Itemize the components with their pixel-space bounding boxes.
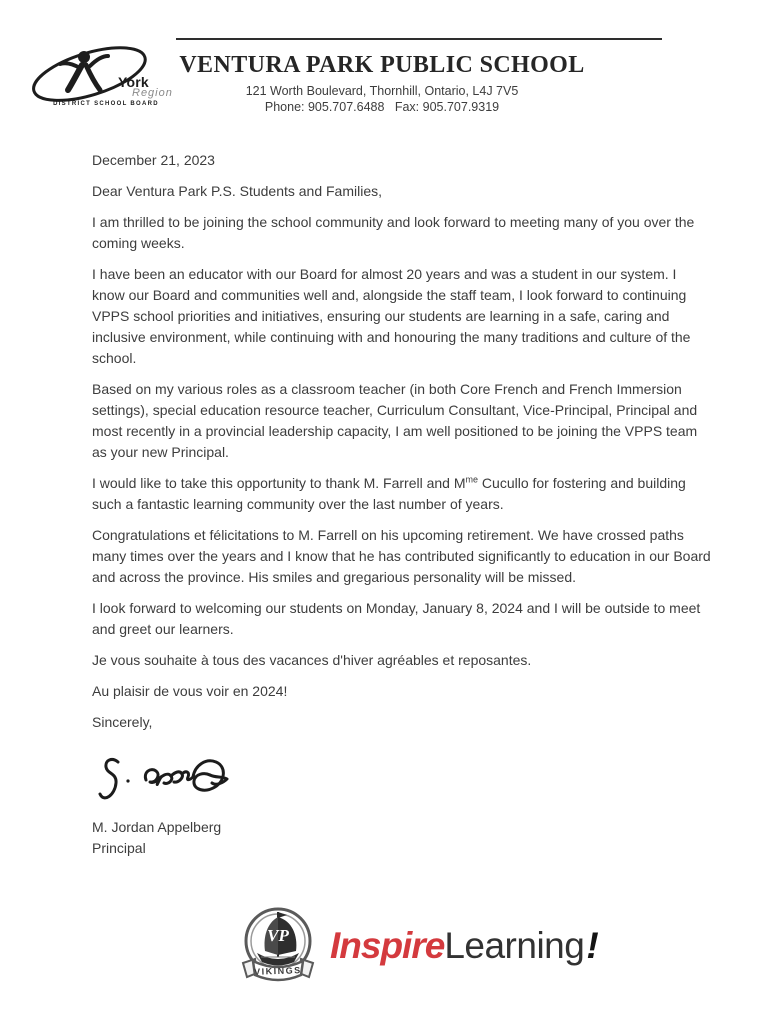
slogan-inspire: Inspire — [330, 925, 445, 966]
paragraph-french-wishes: Je vous souhaite à tous des vacances d'hiver agréables et reposantes. — [92, 652, 532, 668]
paragraph-intro: I am thrilled to be joining the school community and look forward to meeting many of you over the coming weeks. — [92, 214, 695, 251]
paragraph-welcome: I look forward to welcoming our students on Monday, January 8, 2024 and I will be outside to meet and greet our learners. — [92, 600, 701, 637]
paragraph-thanks-superscript: me — [465, 474, 479, 485]
paragraph-thanks-post: Cucullo for fostering and building such a fantastic learning community over the last number of years. — [92, 475, 686, 512]
signer-title: Principal — [92, 840, 146, 856]
school-address: 121 Worth Boulevard, Thornhill, Ontario, L4J 7V5 — [245, 84, 519, 98]
closing: Sincerely, — [92, 714, 153, 730]
signature-block — [92, 817, 221, 859]
inspire-learning-logo — [330, 923, 598, 969]
letter-body — [92, 150, 712, 743]
crest-banner-text: VIKINGS — [253, 965, 302, 977]
school-header — [162, 52, 602, 115]
board-logo-name-italic: Region — [132, 87, 173, 99]
paragraph-experience: I have been an educator with our Board for almost 20 years and was a student in our system. I know our Board and communities well and, alongside the staff team, I look forward to continuing VPPS school priorities and initiatives, ensuring our students are learning in a safe, caring and inclusive environment, while continuing with and honouring the many traditions and culture of the school. — [92, 266, 691, 366]
slogan-learning: Learning — [444, 925, 585, 966]
paragraph-thanks — [92, 473, 712, 515]
date-line: December 21, 2023 — [92, 152, 215, 168]
paragraph-thanks-pre: I would like to take this opportunity to thank M. Farrell and M — [92, 475, 466, 491]
school-name-title: VENTURA PARK PUBLIC SCHOOL — [179, 52, 585, 78]
slogan-exclamation: ! — [586, 925, 599, 966]
paragraph-congratulations: Congratulations et félicitations to M. Farrell on his upcoming retirement. We have crossed paths many times over the years and I know that he has contributed significantly to education in our Board and across the province. His smiles and gregarious personality will be missed. — [92, 527, 711, 585]
salutation: Dear Ventura Park P.S. Students and Families, — [92, 183, 383, 199]
board-logo-subtitle: DISTRICT SCHOOL BOARD — [53, 101, 159, 107]
school-phone-fax: Phone: 905.707.6488 Fax: 905.707.9319 — [264, 99, 500, 114]
board-logo-name-bold: York — [118, 74, 149, 90]
york-region-district-school-board-logo — [28, 40, 178, 112]
vp-vikings-crest-icon — [237, 905, 319, 996]
crest-initials: VP — [267, 926, 289, 945]
paragraph-french-2024: Au plaisir de vous voir en 2024! — [92, 683, 288, 699]
signer-name: M. Jordan Appelberg — [92, 819, 222, 835]
header-divider-line — [176, 38, 662, 40]
paragraph-roles: Based on my various roles as a classroom teacher (in both Core French and French Immersion settings), special education resource teacher, Curriculum Consultant, Vice-Principal, Principal and most recently in a provincial leadership capacity, I am well positioned to be joining the VPPS team as your new Principal. — [92, 381, 698, 460]
handwritten-signature-icon — [94, 750, 234, 817]
